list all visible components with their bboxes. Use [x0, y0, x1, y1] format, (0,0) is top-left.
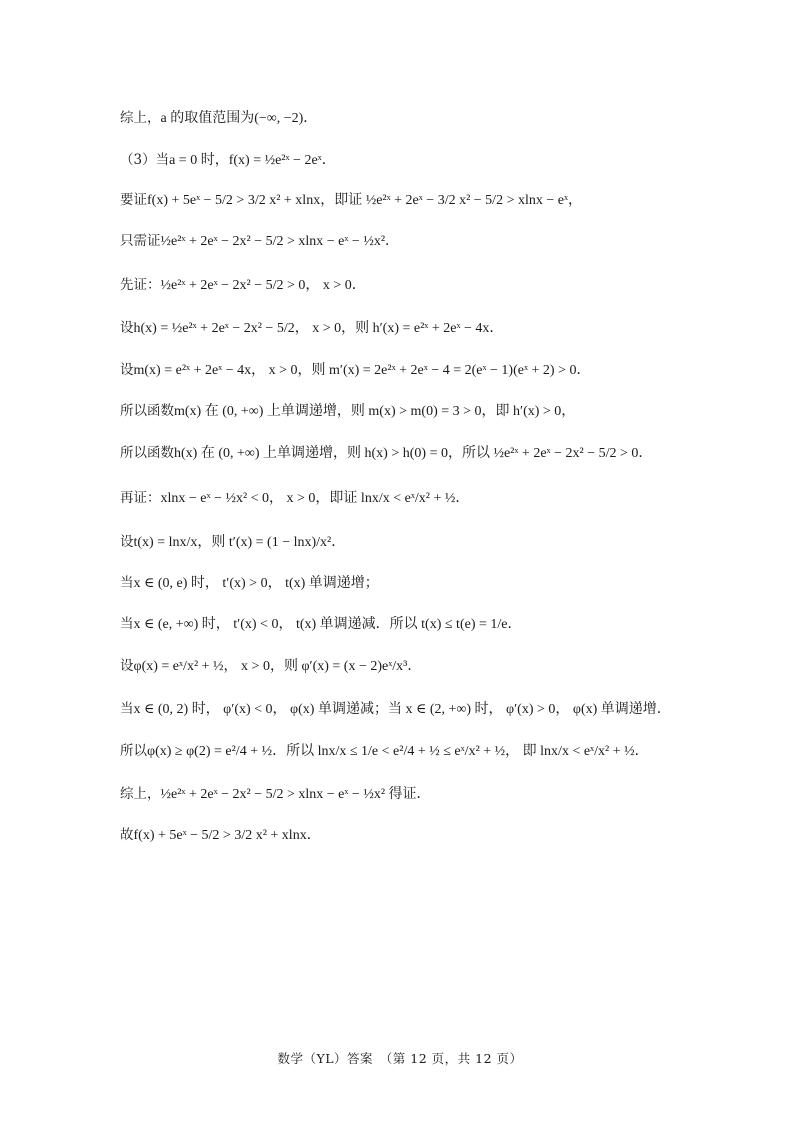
- solution-line: 只需证 ½e²ˣ + 2eˣ − 2x² − 5/2 > xlnx − eˣ − ½x²．: [120, 233, 400, 250]
- solution-line: 设 m(x) = e²ˣ + 2eˣ − 4x， x > 0，则 m′(x) = 2e²ˣ + 2eˣ − 4 = 2(eˣ − 1)(eˣ + 2) > 0．: [120, 362, 591, 379]
- solution-line: 所以 φ(x) ≥ φ(2) = e²/4 + ½．所以 lnx/x ≤ 1/e < e²/4 + ½ ≤ eˣ/x² + ½， 即 lnx/x < eˣ/x² + ½．: [120, 743, 649, 760]
- solution-line: 当 x ∈ (0, 2) 时， φ′(x) < 0， φ(x) 单调递减；当 x ∈ (2, +∞) 时， φ′(x) > 0， φ(x) 单调递增．: [120, 701, 671, 718]
- solution-line: 所以函数 m(x) 在 (0, +∞) 上单调递增，则 m(x) > m(0) = 3 > 0，即 h′(x) > 0，: [120, 403, 576, 420]
- solution-line: 当 x ∈ (0, e) 时， t′(x) > 0， t(x) 单调递增；: [120, 575, 379, 592]
- solution-line: （3）当 a = 0 时，f(x) = ½e²ˣ − 2eˣ．: [120, 152, 336, 169]
- solution-line: 要证 f(x) + 5eˣ − 5/2 > 3/2 x² + xlnx，即证 ½e²ˣ + 2eˣ − 3/2 x² − 5/2 > xlnx − eˣ，: [120, 192, 583, 209]
- solution-line: 故 f(x) + 5eˣ − 5/2 > 3/2 x² + xlnx．: [120, 827, 321, 844]
- solution-line: 设 φ(x) = eˣ/x² + ½， x > 0，则 φ′(x) = (x − 2)eˣ/x³．: [120, 658, 422, 675]
- solution-line: 当 x ∈ (e, +∞) 时， t′(x) < 0， t(x) 单调递减．所以 t(x) ≤ t(e) = 1/e．: [120, 616, 522, 633]
- page-footer: 数学（YL）答案 （第 12 页，共 12 页）: [277, 1051, 523, 1066]
- solution-line: 设 h(x) = ½e²ˣ + 2eˣ − 2x² − 5/2， x > 0，则 h′(x) = e²ˣ + 2eˣ − 4x．: [120, 320, 504, 337]
- solution-line: 所以函数 h(x) 在 (0, +∞) 上单调递增，则 h(x) > h(0) = 0，所以 ½e²ˣ + 2eˣ − 2x² − 5/2 > 0．: [120, 445, 653, 462]
- solution-line: 设 t(x) = lnx/x，则 t′(x) = (1 − lnx)/x²．: [120, 534, 346, 551]
- solution-line: 再证： xlnx − eˣ − ½x² < 0， x > 0，即证 lnx/x < eˣ/x² + ½．: [120, 490, 470, 507]
- solution-line: 综上， a 的取值范围为(−∞, −2)．: [120, 110, 318, 127]
- solution-line: 综上， ½e²ˣ + 2eˣ − 2x² − 5/2 > xlnx − eˣ − ½x² 得证．: [120, 786, 431, 803]
- solution-line: 先证： ½e²ˣ + 2eˣ − 2x² − 5/2 > 0， x > 0．: [120, 277, 366, 294]
